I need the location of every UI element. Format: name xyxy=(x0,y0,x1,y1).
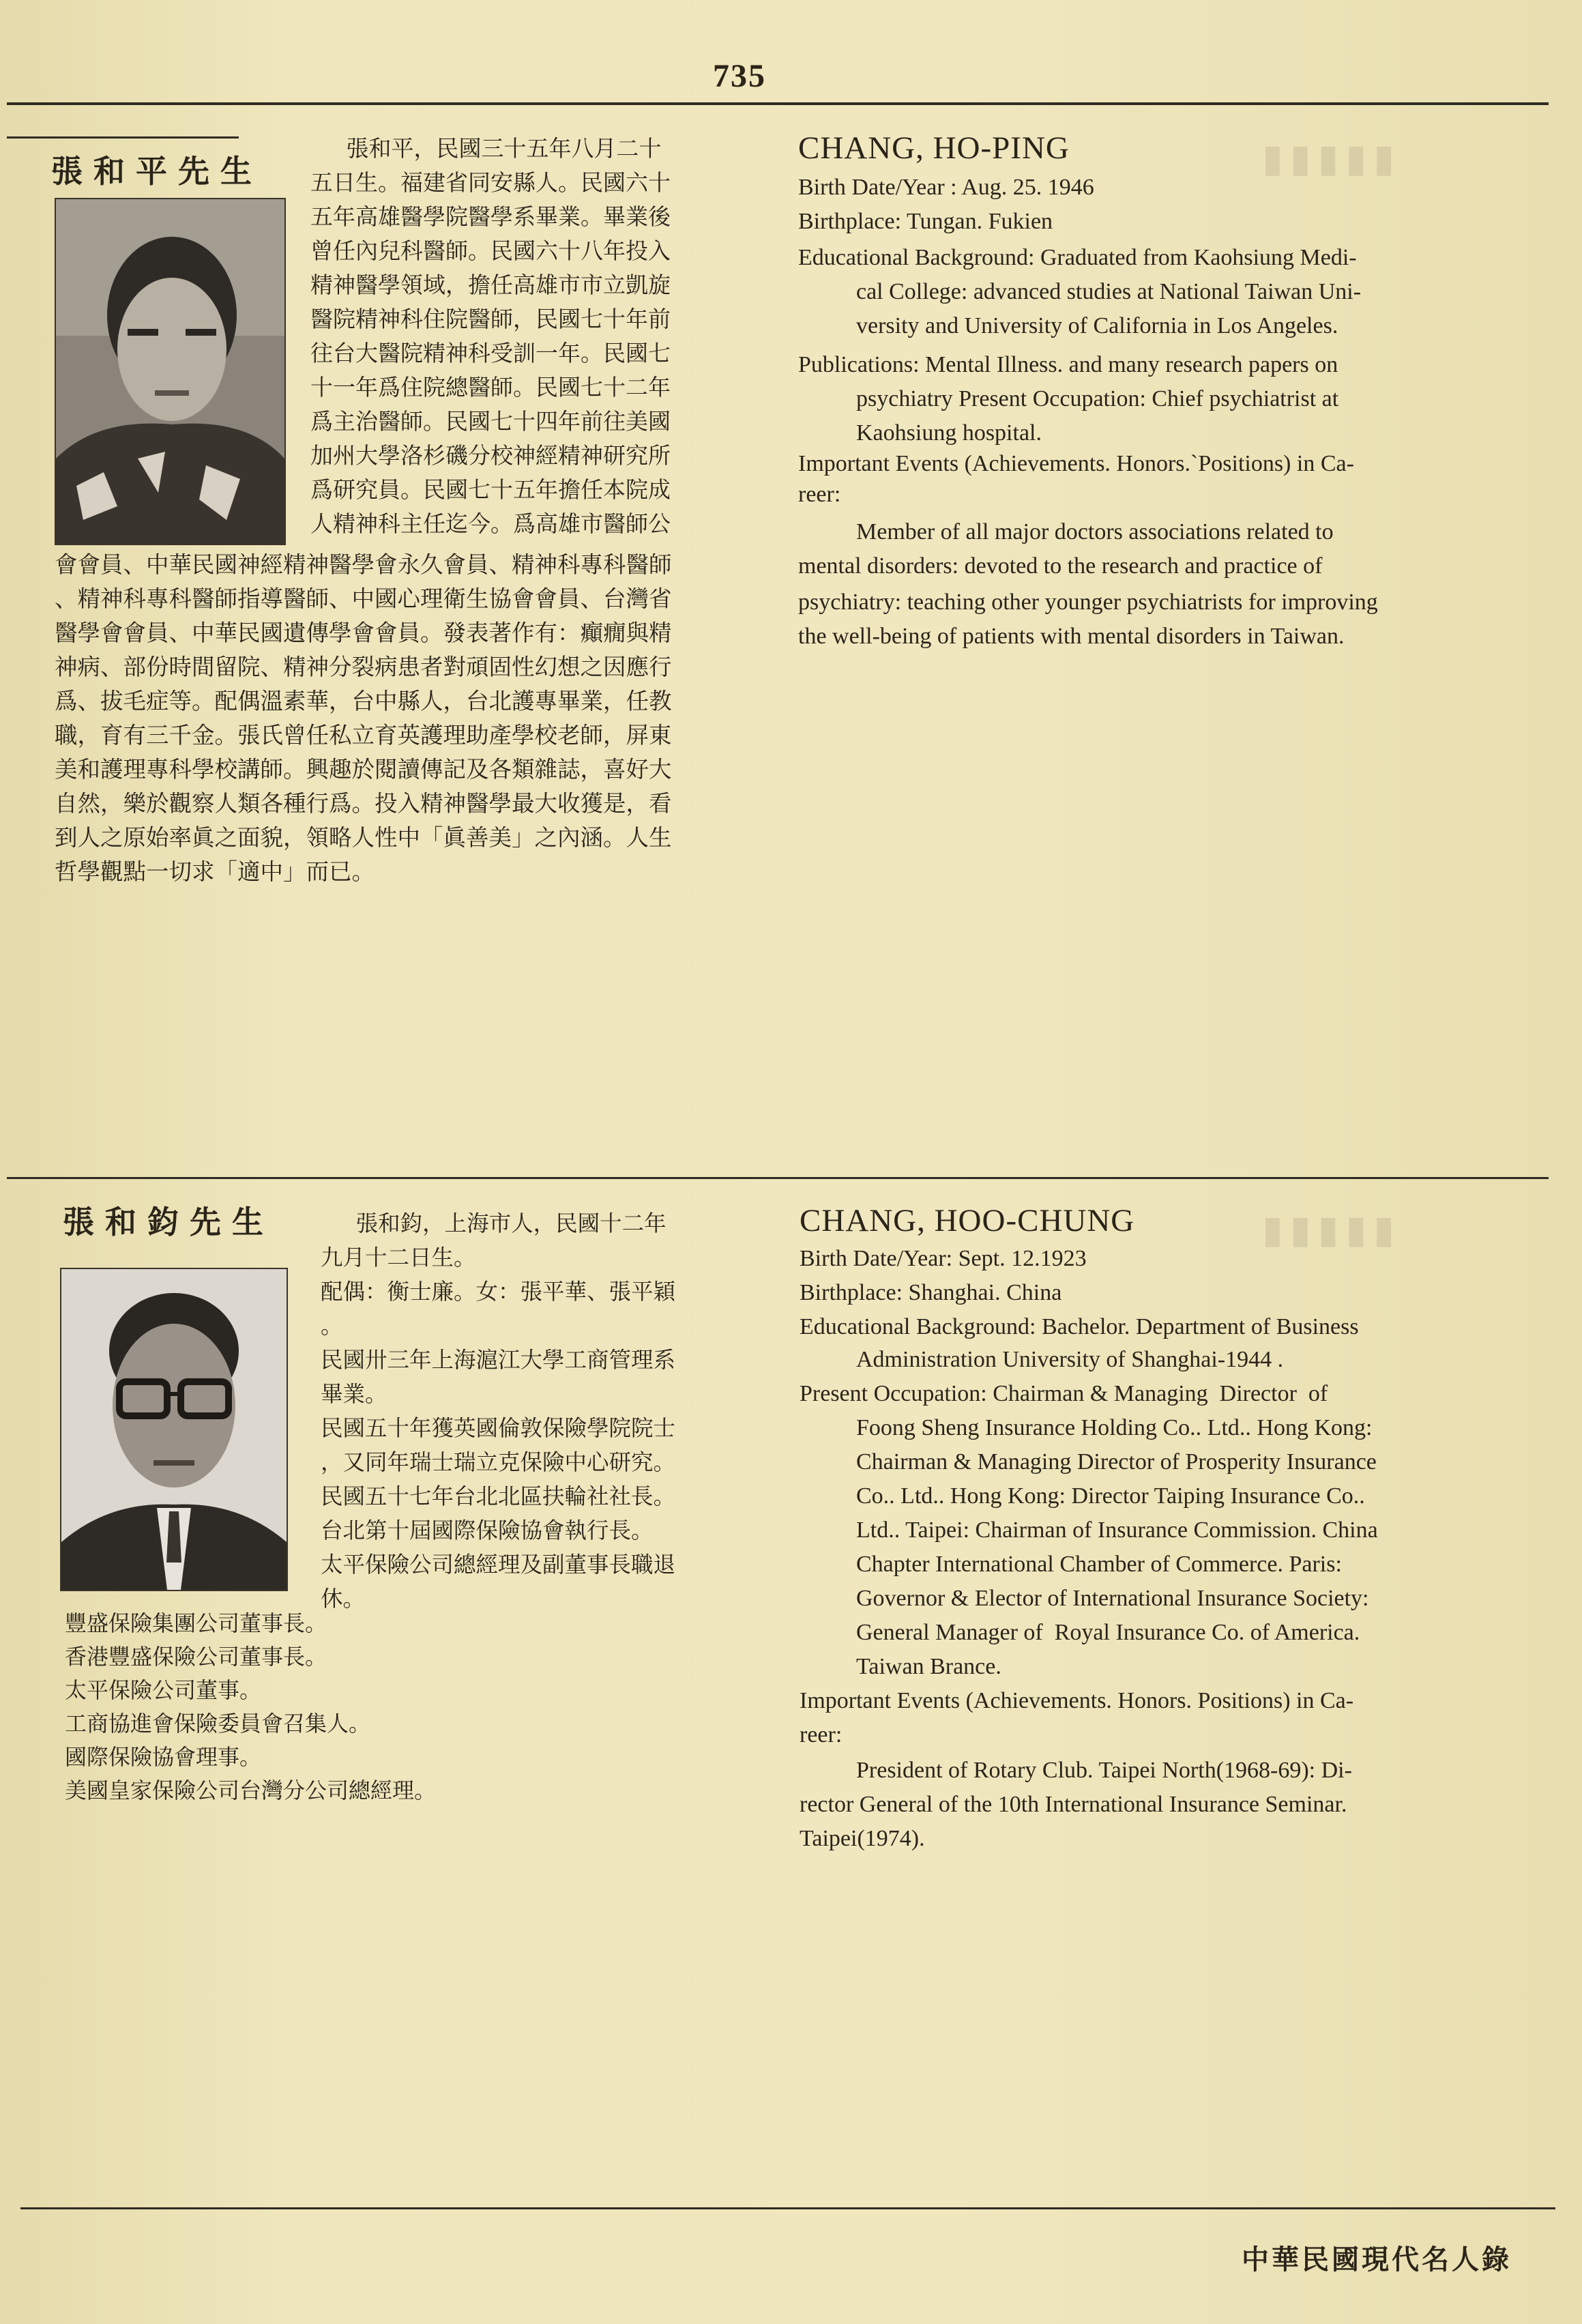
publications: Publications: Mental Illness. and many research papers on xyxy=(798,352,1338,377)
present-occupation-continued: Chairman & Managing Director of Prosperity Insurance xyxy=(856,1449,1377,1475)
career-summary-continued: psychiatry: teaching other younger psychiatrists for improving xyxy=(798,590,1378,615)
present-occupation-continued: Chapter International Chamber of Commerce. Paris: xyxy=(856,1552,1342,1577)
career-summary-continued: rector General of the 10th International Insurance Seminar. xyxy=(800,1792,1347,1817)
important-events-continued: reer: xyxy=(798,482,841,507)
career-summary-continued: Taipei(1974). xyxy=(800,1826,925,1851)
birthplace: Birthplace: Tungan. Fukien xyxy=(798,209,1053,234)
present-occupation: Present Occupation: Chairman & Managing Director of xyxy=(800,1381,1328,1406)
career-summary-continued: the well-being of patients with mental disorders in Taiwan. xyxy=(798,624,1345,649)
present-occupation-continued: Taiwan Brance. xyxy=(856,1654,1001,1679)
career-summary-continued: mental disorders: devoted to the research and practice of xyxy=(798,553,1323,579)
birth-date: Birth Date/Year: Sept. 12.1923 xyxy=(800,1246,1087,1271)
chinese-biography: 張和平，民國三十五年八月二十 五日生。福建省同安縣人。民國六十 五年高雄醫學院醫學系畢業。畢業後 曾任內兒科醫師。民國六十八年投入 精神醫學領域，擔任高雄市市立凱旋 醫院精神科住院醫師，民國七十年前 往台大醫院精神科受訓一年。民國七 十一年爲住院總醫師。民國七十二年 爲主治醫師。民國七十四年前往美國 加州大學洛杉磯分校神經精神研究所 爲研究員。民國七十五年擔任本院成 人精神科主任迄今。爲高雄市醫師公 xyxy=(310,135,671,537)
birth-date: Birth Date/Year : Aug. 25. 1946 xyxy=(798,175,1094,200)
english-name: CHANG, HOO-CHUNG xyxy=(800,1203,1135,1238)
header-rule xyxy=(7,102,1549,105)
education-continued: versity and University of California in Los Angeles. xyxy=(856,313,1338,338)
portrait-photo xyxy=(55,198,286,545)
book-title: 中華民國現代名人錄 xyxy=(1242,2244,1512,2276)
important-events: Important Events (Achievements. Honors.`Positions) in Ca- xyxy=(798,451,1354,476)
chinese-biography: 張和鈞，上海市人，民國十二年 九月十二日生。 配偶：衡士廉。女：張平華、張平穎 。 民國卅三年上海滬江大學工商管理系 畢業。 民國五十年獲英國倫敦保險學院院士 ，又同年瑞士瑞立克保險中心研究。 民國五十七年台北北區扶輪社社長。 台北第十屆國際保險協會執行長。 太平保險公司總經理及副董事長職退 休。 xyxy=(321,1210,676,1612)
page-number: 735 xyxy=(713,58,766,94)
career-summary: President of Rotary Club. Taipei North(1968-69): Di- xyxy=(856,1758,1352,1783)
education-continued: Administration University of Shanghai-1944 . xyxy=(856,1347,1284,1372)
education-continued: cal College: advanced studies at National Taiwan Uni- xyxy=(856,279,1362,304)
present-occupation-continued: Foong Sheng Insurance Holding Co.. Ltd.. Hong Kong: xyxy=(856,1415,1373,1440)
chinese-name: 張和平先生 xyxy=(51,153,263,190)
education: Educational Background: Graduated from Kaohsiung Medi- xyxy=(798,245,1357,270)
chinese-positions: 豐盛保險集團公司董事長。 香港豐盛保險公司董事長。 太平保險公司董事。 工商協進會保險委員會召集人。 國際保險協會理事。 美國皇家保險公司台灣分公司總經理。 xyxy=(65,1610,437,1803)
english-name: CHANG, HO-PING xyxy=(798,130,1070,166)
publications-continued: psychiatry Present Occupation: Chief psychiatrist at xyxy=(856,386,1339,411)
chinese-name: 張和鈞先生 xyxy=(63,1204,274,1240)
education: Educational Background: Bachelor. Department of Business xyxy=(800,1314,1359,1339)
present-occupation-continued: Ltd.. Taipei: Chairman of Insurance Commission. China xyxy=(856,1517,1378,1543)
entry-top-rule xyxy=(7,136,239,139)
portrait-photo xyxy=(60,1268,288,1591)
publications-continued: Kaohsiung hospital. xyxy=(856,420,1042,446)
birthplace: Birthplace: Shanghai. China xyxy=(800,1280,1062,1305)
present-occupation-continued: Governor & Elector of International Insurance Society: xyxy=(856,1586,1369,1611)
present-occupation-continued: General Manager of Royal Insurance Co. of America. xyxy=(856,1620,1360,1645)
important-events: Important Events (Achievements. Honors. Positions) in Ca- xyxy=(800,1688,1354,1713)
bleed-through-mark: ▮▮▮▮▮ xyxy=(1262,136,1402,181)
important-events-continued: reer: xyxy=(800,1722,843,1747)
present-occupation-continued: Co.. Ltd.. Hong Kong: Director Taiping Insurance Co.. xyxy=(856,1483,1365,1509)
footer-rule xyxy=(20,2207,1555,2209)
entry-separator-rule xyxy=(7,1177,1549,1179)
career-summary: Member of all major doctors associations related to xyxy=(856,519,1334,544)
bleed-through-mark: ▮▮▮▮▮ xyxy=(1262,1208,1402,1252)
chinese-biography-continued: 會會員、中華民國神經精神醫學會永久會員、精神科專科醫師 、精神科專科醫師指導醫師、中國心理衛生協會會員、台灣省 醫學會會員、中華民國遺傳學會會員。發表著作有：癲癇與精 神病、部份時間留院、精神分裂病患者對頑固性幻想之因應行 爲、拔毛症等。配偶溫素華，台中縣人，台北護專畢業，任教 職，育有三千金。張氏曾任私立育英護理助產學校老師，屏東 美和護理專科學校講師。興趣於閱讀傳記及各類雜誌，喜好大 自然，樂於觀察人類各種行爲。投入精神醫學最大收獲是，看 到人之原始率眞之面貌，領略人性中「眞善美」之內涵。人生 哲學觀點一切求「適中」而已。 xyxy=(55,551,672,885)
